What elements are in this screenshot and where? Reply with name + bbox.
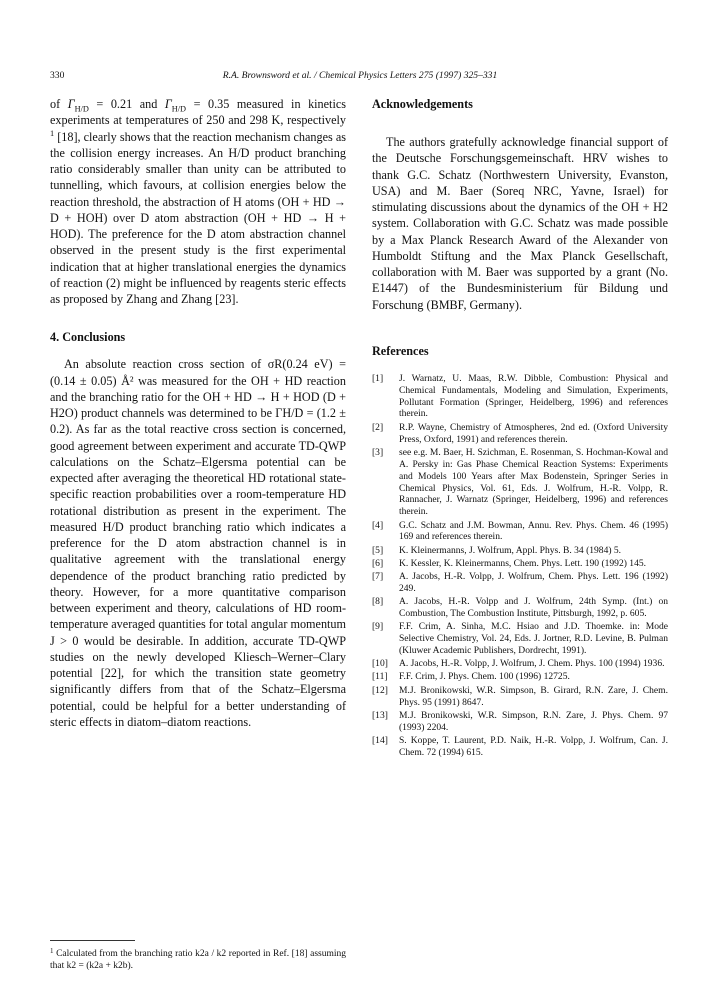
footnote-rule — [50, 940, 135, 941]
reference-item: [14] S. Koppe, T. Laurent, P.D. Naik, H.-R. Volpp, J. Wolfrum, Can. J. Chem. 72 (1994) 615. — [372, 734, 668, 758]
reference-item: [11] F.F. Crim, J. Phys. Chem. 100 (1996) 12725. — [372, 671, 570, 683]
conclusions-text: An absolute reaction cross section of σR(0.24 eV) = (0.14 ± 0.05) Å² was measured for the OH + HD reaction and the branching ratio for the OH + HD → H + HOD (D + H2O) product channels was determined to be ΓH/D = (1.2 ± 0.2). As far as the total reactive cross section is concerned, good agreement between experiment and accurate TD-QWP calculations on the Schatz–Elgersma potential can be expected after averaging the theoretical HD rotational state-specific reaction probabilities over a room-temperature HD rotational distribution as present in the experiment. The measured H/D product branching ratio which indicates a preference for the D atom abstraction channel is in qualitative agreement with the translational energy dependence of the product branching ratio predicted by theory. However, for a more quantitative comparison between experiment and theory, calculations of HD room-temperature averaged quantities for total angular momentum J > 0 would be desirable. In addition, accurate TD-QWP studies on the newly developed Kliesch–Werner–Clary potential [22], for which the transition state geometry significantly differs from that of the Schatz–Elgersma potential, could be helpful for a better understanding of steric effects in diatom–diatom reactions. — [50, 357, 346, 729]
reference-item: [10] A. Jacobs, H.-R. Volpp, J. Wolfrum, J. Chem. Phys. 100 (1994) 1936. — [372, 658, 665, 670]
running-head: R.A. Brownsword et al. / Chemical Physics Letters 275 (1997) 325–331 — [222, 70, 498, 81]
reference-list — [372, 373, 668, 759]
footnote-mark: 1 — [50, 947, 54, 955]
reference-item: [9] F.F. Crim, A. Sinha, M.C. Hsiao and J.D. Thoemke. in: Mode Selective Chemistry, Vol. 24, Eds. J. Jortner, R.D. Levine, B. Pulman (Kluwer Academic Publishers, Dordrecht, 1991). — [372, 621, 668, 657]
reference-item: [2] R.P. Wayne, Chemistry of Atmospheres, 2nd ed. (Oxford University Press, Oxford, 1991) and references therein. — [372, 421, 668, 445]
conclusions-heading: 4. Conclusions — [50, 330, 126, 345]
page-header — [50, 70, 670, 84]
acknowledgements-heading: Acknowledgements — [372, 97, 473, 111]
left-column — [50, 96, 346, 730]
reference-item: [8] A. Jacobs, H.-R. Volpp and J. Wolfrum, 24th Symp. (Int.) on Combustion, The Combustion Institute, Pittsburgh, 1992, p. 605. — [372, 596, 668, 620]
reference-item: [6] K. Kessler, K. Kleinermanns, Chem. Phys. Lett. 190 (1992) 145. — [372, 557, 647, 569]
reference-item: [1] J. Warnatz, U. Maas, R.W. Dibble, Combustion: Physical and Chemical Fundamentals, Modeling and Simulation, Experiments, Pollutant Formation (Springer, Heidelberg, 1996) and references therein. — [372, 372, 668, 420]
continuation-body: H/D product branching ratio considerably smaller than unity can be attributed to tunnelling, which favours, at collision energies below the reaction threshold, the abstraction of H atoms (OH + HD → D + HOH) over D atom abstraction (OH + HD → H + HOD). The preference for the D atom abstraction channel observed in the present study is the first experimental indication that at higher translational energies the dynamics of reaction (2) might be influenced by reagents steric effects as proposed by Zhang and Zhang [23]. — [50, 145, 346, 306]
reference-item: [4] G.C. Schatz and J.M. Bowman, Annu. Rev. Phys. Chem. 46 (1995) 169 and references therein. — [372, 519, 668, 543]
continuation-text: of $\Gamma_{H/D} = 0.21$ and $\Gamma_{H/D} = 0.35$ measured in kinetics experiments at temperatures of 250 and 298 K, respectively $^1$ [18], clearly shows that the reaction mechanism changes as the collision energy increases. An H/D product branching ratio considerably smaller than unity can be attributed to tunnelling, which favours, at collision energies below the reaction threshold, the abstraction of H atoms (OH + HD → D + HOH) over D atom abstraction (OH + HD → H + HOD). The preference for the D atom abstraction channel observed in the present study is the first experimental indication that at higher translational energies the dynamics of reaction (2) might be influenced by reagents steric effects as proposed by Zhang and Zhang [23]. — [50, 97, 346, 306]
footnote — [50, 945, 346, 972]
reference-item: [13] M.J. Bronikowski, W.R. Simpson, R.N. Zare, J. Phys. Chem. 97 (1993) 2204. — [372, 709, 668, 733]
footnote-area — [50, 940, 346, 972]
right-column — [372, 96, 668, 760]
references-heading: References — [372, 343, 429, 358]
acknowledgements-text: The authors gratefully acknowledge financial support of the Deutsche Forschungsgemeinschaft. HRV wishes to thank G.C. Schatz (Northwestern University, Evanston, USA) and M. Baer (Soreq NRC, Yavne, Israel) for stimulating discussions about the dynamics of the OH + H2 system. Collaboration with G.C. Schatz was made possible by a Max Planck Research Award of the Alexander von Humboldt Stiftung and the Max Planck Gesellschaft, collaboration with M. Baer was supported by a grant (No. E1447) of the Bundesministerium für Bildung und Forschung (BMBF, Germany). — [372, 135, 668, 312]
footnote-text: Calculated from the branching ratio k2a / k2 reported in Ref. [18] assuming that k2 = (k2a + k2b). — [50, 949, 346, 971]
reference-item: [3] see e.g. M. Baer, H. Szichman, E. Rosenman, S. Hochman-Kowal and A. Persky in: Gas Phase Chemical Reaction Systems: Experiments and Models 100 Years after Max Bodenstein, Springer Series in Chemical Physics, Vol. 61, Eds. J. Wolfrum, H.-R. Volpp, R. Rannacher, J. Warnatz (Springer, Heidelberg, 1996) and references therein. — [372, 446, 668, 518]
page-number: 330 — [50, 70, 65, 81]
reference-item: [7] A. Jacobs, H.-R. Volpp, J. Wolfrum, Chem. Phys. Lett. 196 (1992) 249. — [372, 571, 668, 594]
reference-item: [5] K. Kleinermanns, J. Wolfrum, Appl. Phys. B. 34 (1984) 5. — [372, 544, 622, 556]
reference-item: [12] M.J. Bronikowski, W.R. Simpson, B. Girard, R.N. Zare, J. Chem. Phys. 95 (1991) 8647. — [372, 684, 668, 708]
